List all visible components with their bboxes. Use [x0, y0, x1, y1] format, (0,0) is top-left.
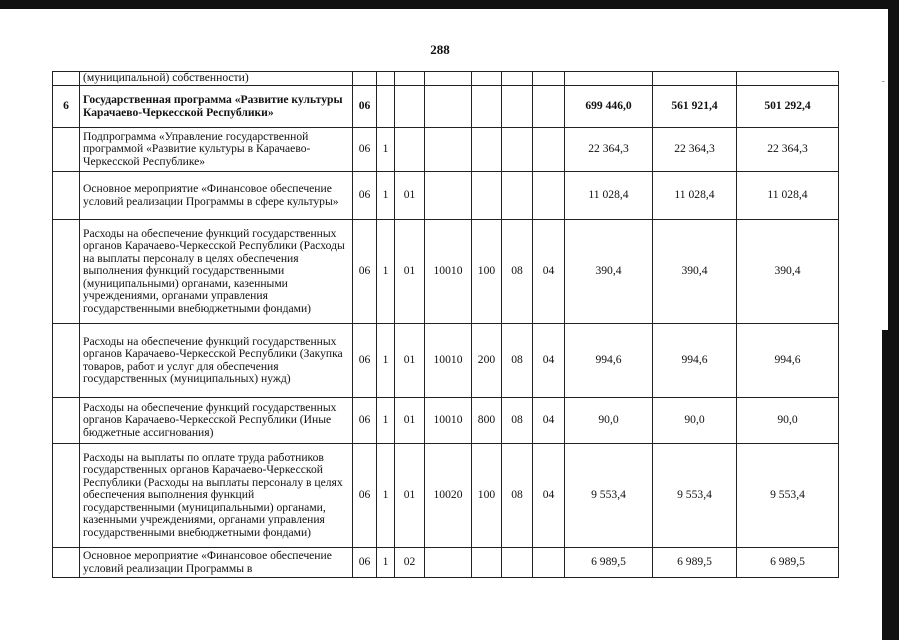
code-direction: 10010	[425, 220, 472, 324]
code-expense-type: 800	[472, 398, 502, 444]
code-expense-type: 100	[472, 220, 502, 324]
code-section	[502, 548, 533, 578]
code-section	[502, 72, 533, 86]
code-subsection: 04	[533, 324, 565, 398]
row-name: Расходы на обеспечение функций государственных органов Карачаево-Черкесской Республики (Иные бюджетные ассигнования)	[80, 398, 353, 444]
code-direction: 10010	[425, 398, 472, 444]
table-row	[53, 128, 839, 172]
amount-year-3: 6 989,5	[737, 548, 839, 578]
table-row	[53, 220, 839, 324]
row-number	[53, 444, 80, 548]
budget-table	[52, 71, 839, 578]
code-subsection	[533, 172, 565, 220]
amount-year-2: 9 553,4	[653, 444, 737, 548]
amount-year-3: 9 553,4	[737, 444, 839, 548]
row-number	[53, 548, 80, 578]
amount-year-1: 390,4	[565, 220, 653, 324]
code-section	[502, 86, 533, 128]
row-name: Основное мероприятие «Финансовое обеспечение условий реализации Программы в сфере культуры»	[80, 172, 353, 220]
code-program: 06	[353, 172, 377, 220]
code-subsection	[533, 86, 565, 128]
amount-year-2: 994,6	[653, 324, 737, 398]
scan-right-border-shadow	[882, 330, 888, 640]
amount-year-2: 11 028,4	[653, 172, 737, 220]
code-section	[502, 172, 533, 220]
amount-year-1: 11 028,4	[565, 172, 653, 220]
code-direction: 10020	[425, 444, 472, 548]
code-program: 06	[353, 220, 377, 324]
code-subprogram	[377, 86, 395, 128]
code-subprogram: 1	[377, 220, 395, 324]
code-subprogram: 1	[377, 444, 395, 548]
code-direction: 10010	[425, 324, 472, 398]
code-section: 08	[502, 398, 533, 444]
code-subprogram: 1	[377, 398, 395, 444]
amount-year-3: 501 292,4	[737, 86, 839, 128]
code-measure	[395, 128, 425, 172]
row-name: Подпрограмма «Управление государственной программой «Развитие культуры в Карачаево-Черкесской Республике»	[80, 128, 353, 172]
amount-year-1: 6 989,5	[565, 548, 653, 578]
table-row	[53, 398, 839, 444]
row-number	[53, 128, 80, 172]
code-subsection: 04	[533, 444, 565, 548]
amount-year-3: 90,0	[737, 398, 839, 444]
code-measure	[395, 86, 425, 128]
row-number	[53, 324, 80, 398]
code-section: 08	[502, 444, 533, 548]
amount-year-2: 390,4	[653, 220, 737, 324]
code-expense-type: 100	[472, 444, 502, 548]
amount-year-2: 22 364,3	[653, 128, 737, 172]
row-name: (муниципальной) собственности)	[80, 72, 353, 86]
amount-year-2	[653, 72, 737, 86]
code-subprogram: 1	[377, 172, 395, 220]
row-number	[53, 220, 80, 324]
code-section	[502, 128, 533, 172]
amount-year-3	[737, 72, 839, 86]
code-measure: 01	[395, 398, 425, 444]
code-subsection	[533, 548, 565, 578]
row-name: Расходы на выплаты по оплате труда работников государственных органов Карачаево-Черкесской Республики (Расходы на выплаты персоналу в целях обеспечения выполнения функций государственными (муниципальными) органами, казенными учреждениями, органами управления государственными внебюджетными фондами)	[80, 444, 353, 548]
code-measure	[395, 72, 425, 86]
code-expense-type	[472, 72, 502, 86]
amount-year-1	[565, 72, 653, 86]
code-measure: 01	[395, 444, 425, 548]
table-row	[53, 72, 839, 86]
amount-year-1: 994,6	[565, 324, 653, 398]
amount-year-1: 22 364,3	[565, 128, 653, 172]
row-number: 6	[53, 86, 80, 128]
code-subprogram: 1	[377, 128, 395, 172]
scan-mark: -	[881, 76, 885, 87]
code-expense-type	[472, 172, 502, 220]
amount-year-1: 9 553,4	[565, 444, 653, 548]
code-program: 06	[353, 548, 377, 578]
code-direction	[425, 172, 472, 220]
code-program: 06	[353, 324, 377, 398]
code-program: 06	[353, 86, 377, 128]
code-subsection: 04	[533, 398, 565, 444]
code-measure: 01	[395, 172, 425, 220]
code-subsection	[533, 72, 565, 86]
code-program: 06	[353, 398, 377, 444]
page-number: 288	[430, 42, 450, 57]
table-row	[53, 548, 839, 578]
code-expense-type	[472, 128, 502, 172]
code-direction	[425, 548, 472, 578]
code-subprogram	[377, 72, 395, 86]
code-direction	[425, 86, 472, 128]
code-measure: 02	[395, 548, 425, 578]
table-row	[53, 444, 839, 548]
code-section: 08	[502, 220, 533, 324]
code-section: 08	[502, 324, 533, 398]
code-program	[353, 72, 377, 86]
code-direction	[425, 128, 472, 172]
code-subsection	[533, 128, 565, 172]
code-program: 06	[353, 444, 377, 548]
table-row	[53, 324, 839, 398]
code-direction	[425, 72, 472, 86]
amount-year-3: 994,6	[737, 324, 839, 398]
row-name: Основное мероприятие «Финансовое обеспечение условий реализации Программы в	[80, 548, 353, 578]
code-expense-type: 200	[472, 324, 502, 398]
row-name: Расходы на обеспечение функций государственных органов Карачаево-Черкесской Республики (Закупка товаров, работ и услуг для обеспечения государственных (муниципальных) нужд)	[80, 324, 353, 398]
amount-year-3: 11 028,4	[737, 172, 839, 220]
amount-year-2: 6 989,5	[653, 548, 737, 578]
amount-year-3: 390,4	[737, 220, 839, 324]
code-program: 06	[353, 128, 377, 172]
row-number	[53, 172, 80, 220]
code-subsection: 04	[533, 220, 565, 324]
table-row	[53, 172, 839, 220]
code-expense-type	[472, 86, 502, 128]
table-body	[53, 72, 839, 578]
code-measure: 01	[395, 220, 425, 324]
amount-year-1: 699 446,0	[565, 86, 653, 128]
amount-year-2: 561 921,4	[653, 86, 737, 128]
code-subprogram: 1	[377, 548, 395, 578]
code-subprogram: 1	[377, 324, 395, 398]
code-expense-type	[472, 548, 502, 578]
amount-year-1: 90,0	[565, 398, 653, 444]
amount-year-2: 90,0	[653, 398, 737, 444]
scan-top-border	[0, 0, 899, 9]
row-number	[53, 398, 80, 444]
row-number	[53, 72, 80, 86]
table-row	[53, 86, 839, 128]
scan-right-border	[888, 0, 899, 640]
row-name: Расходы на обеспечение функций государственных органов Карачаево-Черкесской Республики (Расходы на выплаты персоналу в целях обеспечения выполнения функций государственными (муниципальными) органами, казенными учреждениями, органами управления государственными внебюджетными фондами)	[80, 220, 353, 324]
amount-year-3: 22 364,3	[737, 128, 839, 172]
code-measure: 01	[395, 324, 425, 398]
row-name: Государственная программа «Развитие культуры Карачаево-Черкесской Республики»	[80, 86, 353, 128]
